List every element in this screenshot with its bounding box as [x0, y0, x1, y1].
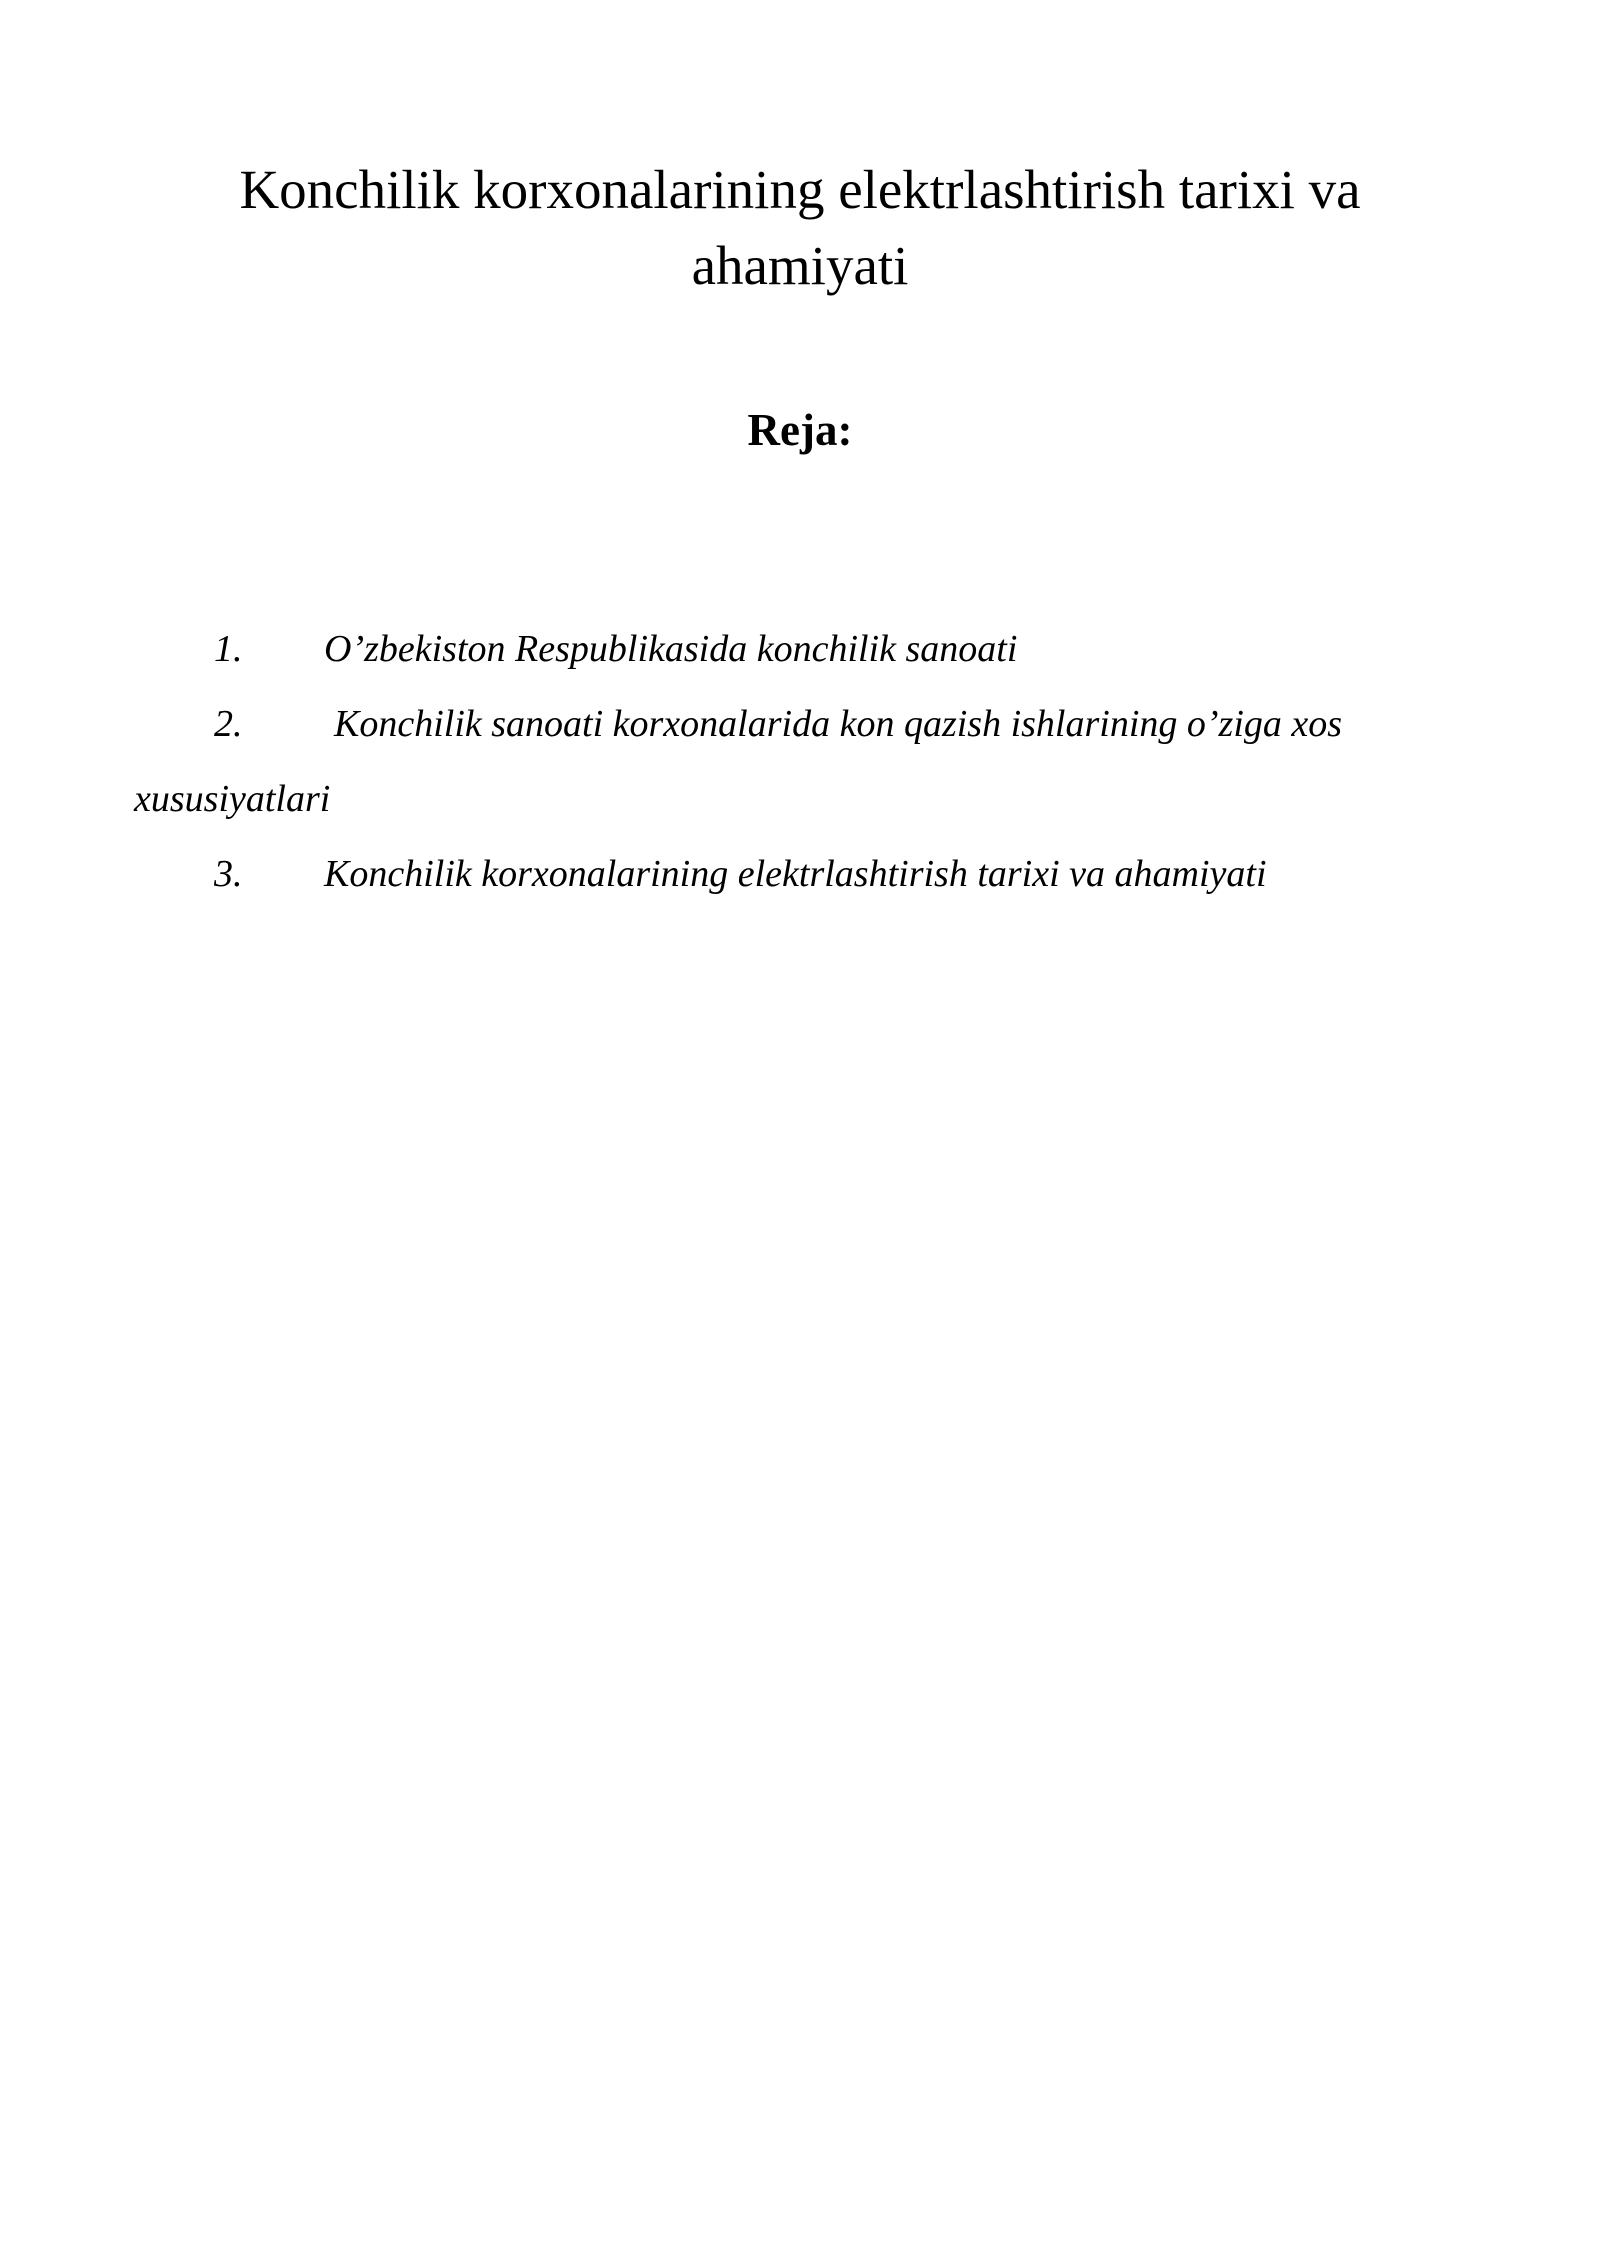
list-item-number: 1. [214, 628, 243, 670]
plan-list [134, 612, 1414, 912]
document-title: Konchilik korxonalarining elektrlashtirish tarixi va ahamiyati [239, 159, 1361, 296]
list-item-text: O’zbekiston Respublikasida konchilik sanoati [324, 628, 1018, 670]
list-item-text: Konchilik korxonalarining elektrlashtirish tarixi va ahamiyati [324, 853, 1267, 895]
list-item-number: 3. [214, 853, 243, 895]
list-item [134, 687, 1414, 837]
list-item-text: Konchilik sanoati korxonalarida kon qazish ishlarining o’ziga xos xususiyatlari [134, 703, 1343, 820]
plan-heading: Reja: [747, 405, 853, 455]
list-item-number: 2. [214, 703, 243, 745]
list-item [134, 612, 1414, 687]
list-item [134, 837, 1414, 912]
